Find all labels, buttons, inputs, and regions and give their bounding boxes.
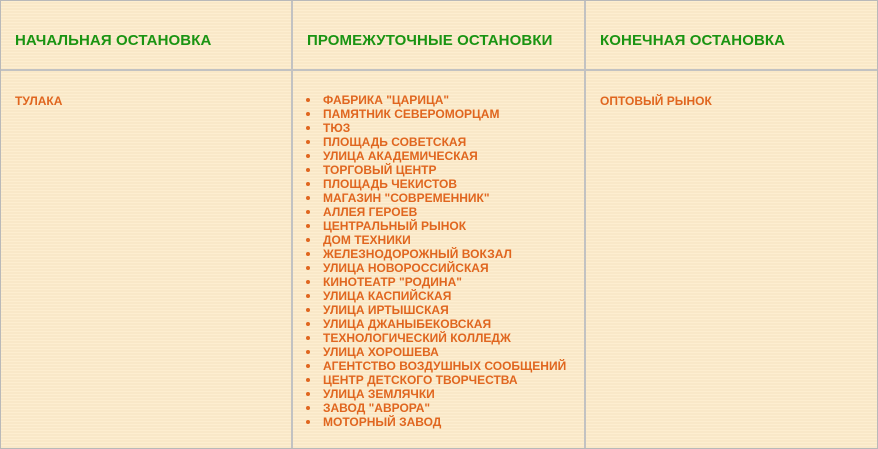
- stop-list-item: [305, 387, 566, 401]
- stop-name: ТЮЗ: [323, 121, 351, 135]
- stop-list-item: [305, 247, 566, 261]
- stop-name: ПЛОЩАДЬ СОВЕТСКАЯ: [323, 135, 467, 149]
- bullet-icon: [306, 112, 310, 116]
- bullet-icon: [306, 154, 310, 158]
- stop-name: АЛЛЕЯ ГЕРОЕВ: [323, 205, 418, 219]
- bullet-icon: [306, 126, 310, 130]
- stop-list-item: [305, 107, 566, 121]
- stop-name: ЗАВОД "АВРОРА": [323, 401, 431, 415]
- bullet-icon: [306, 182, 310, 186]
- stop-name: УЛИЦА ДЖАНЫБЕКОВСКАЯ: [323, 317, 492, 331]
- stop-name: ПАМЯТНИК СЕВЕРОМОРЦАМ: [323, 107, 500, 121]
- end-stop-column: [586, 1, 877, 448]
- stop-name: ЦЕНТР ДЕТСКОГО ТВОРЧЕСТВА: [323, 373, 518, 387]
- stop-name: УЛИЦА КАСПИЙСКАЯ: [323, 289, 452, 303]
- bullet-icon: [306, 336, 310, 340]
- start-stop-name: ТУЛАКА: [15, 94, 63, 108]
- stop-list-item: [305, 163, 566, 177]
- bullet-icon: [306, 350, 310, 354]
- stop-name: ЦЕНТРАЛЬНЫЙ РЫНОК: [323, 219, 467, 233]
- header-intermediate-label: ПРОМЕЖУТОЧНЫЕ ОСТАНОВКИ: [307, 32, 553, 49]
- bullet-icon: [306, 224, 310, 228]
- start-stop-column: [1, 1, 293, 448]
- intermediate-stops-column: [293, 1, 586, 448]
- stop-name: ТОРГОВЫЙ ЦЕНТР: [323, 163, 437, 177]
- intermediate-stops-list: [305, 93, 566, 429]
- bullet-icon: [306, 420, 310, 424]
- bullet-icon: [306, 392, 310, 396]
- end-stop-name: ОПТОВЫЙ РЫНОК: [600, 94, 712, 108]
- stop-list-item: [305, 219, 566, 233]
- stop-name: УЛИЦА ЗЕМЛЯЧКИ: [323, 387, 435, 401]
- stop-name: АГЕНТСТВО ВОЗДУШНЫХ СООБЩЕНИЙ: [323, 359, 567, 373]
- stop-list-item: [305, 345, 566, 359]
- stop-list-item: [305, 205, 566, 219]
- bullet-icon: [306, 210, 310, 214]
- stop-name: ДОМ ТЕХНИКИ: [323, 233, 411, 247]
- stop-name: МОТОРНЫЙ ЗАВОД: [323, 415, 442, 429]
- stop-list-item: [305, 331, 566, 345]
- bullet-icon: [306, 252, 310, 256]
- bullet-icon: [306, 98, 310, 102]
- stop-list-item: [305, 303, 566, 317]
- bullet-icon: [306, 238, 310, 242]
- stop-name: УЛИЦА ХОРОШЕВА: [323, 345, 439, 359]
- stop-name: ЖЕЛЕЗНОДОРОЖНЫЙ ВОКЗАЛ: [323, 247, 512, 261]
- stop-list-item: [305, 359, 566, 373]
- stop-list-item: [305, 233, 566, 247]
- stop-name: УЛИЦА ИРТЫШСКАЯ: [323, 303, 449, 317]
- bullet-icon: [306, 378, 310, 382]
- bullet-icon: [306, 364, 310, 368]
- stop-list-item: [305, 317, 566, 331]
- stop-name: КИНОТЕАТР "РОДИНА": [323, 275, 462, 289]
- header-cell-start: [1, 1, 291, 71]
- stop-list-item: [305, 149, 566, 163]
- stop-name: МАГАЗИН "СОВРЕМЕННИК": [323, 191, 490, 205]
- bullet-icon: [306, 140, 310, 144]
- bullet-icon: [306, 168, 310, 172]
- stop-list-item: [305, 373, 566, 387]
- header-cell-end: [586, 1, 877, 71]
- bullet-icon: [306, 280, 310, 284]
- stop-name: ПЛОЩАДЬ ЧЕКИСТОВ: [323, 177, 458, 191]
- header-start-label: НАЧАЛЬНАЯ ОСТАНОВКА: [15, 32, 212, 49]
- stop-list-item: [305, 275, 566, 289]
- bullet-icon: [306, 294, 310, 298]
- header-end-label: КОНЕЧНАЯ ОСТАНОВКА: [600, 32, 786, 49]
- stop-list-item: [305, 121, 566, 135]
- stop-list-item: [305, 135, 566, 149]
- bullet-icon: [306, 266, 310, 270]
- stop-name: УЛИЦА АКАДЕМИЧЕСКАЯ: [323, 149, 478, 163]
- stop-list-item: [305, 401, 566, 415]
- bullet-icon: [306, 196, 310, 200]
- stop-list-item: [305, 415, 566, 429]
- stop-list-item: [305, 191, 566, 205]
- stop-name: ФАБРИКА "ЦАРИЦА": [323, 93, 450, 107]
- bullet-icon: [306, 406, 310, 410]
- header-cell-intermediate: [293, 1, 584, 71]
- stop-name: УЛИЦА НОВОРОССИЙСКАЯ: [323, 261, 489, 275]
- stop-list-item: [305, 177, 566, 191]
- stop-list-item: [305, 261, 566, 275]
- stop-name: ТЕХНОЛОГИЧЕСКИЙ КОЛЛЕДЖ: [323, 331, 511, 345]
- stop-list-item: [305, 93, 566, 107]
- bullet-icon: [306, 308, 310, 312]
- bullet-icon: [306, 322, 310, 326]
- stop-list-item: [305, 289, 566, 303]
